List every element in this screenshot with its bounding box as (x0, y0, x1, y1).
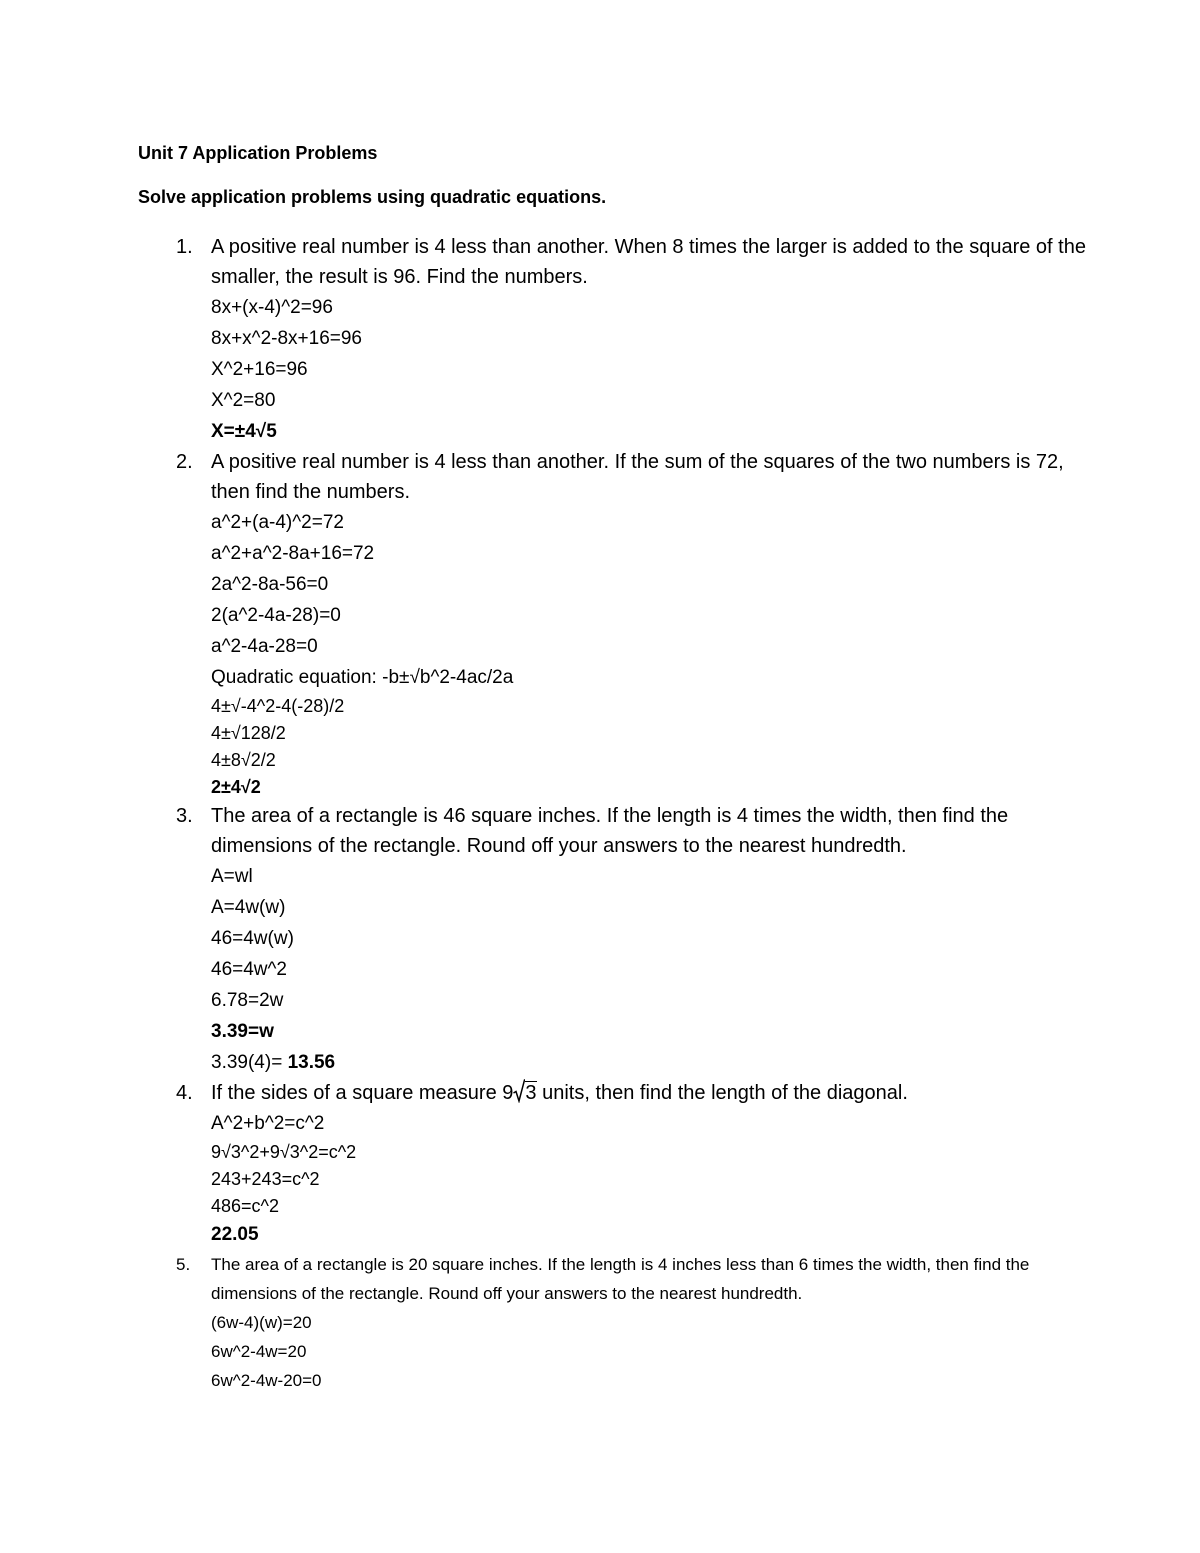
solution-step: 6w^2-4w=20 (211, 1342, 307, 1361)
solution-step: X^2+16=96 (211, 359, 308, 380)
problem-number: 2. (176, 451, 193, 473)
problem-4 (0, 1078, 1200, 1250)
solution-step: 8x+x^2-8x+16=96 (211, 328, 362, 349)
solution-step: (6w-4)(w)=20 (211, 1313, 312, 1332)
final-answer-value: 13.56 (287, 1052, 336, 1073)
solution-step: 46=4w^2 (211, 959, 287, 980)
problem-3 (0, 801, 1200, 1078)
problem-list (0, 232, 1200, 1395)
solution-step: 8x+(x-4)^2=96 (211, 297, 333, 318)
problem-2 (0, 447, 1200, 801)
solution-step: X^2=80 (211, 390, 276, 411)
problem-question: A positive real number is 4 less than another. When 8 times the larger is added to the square of the smaller, the result is 96. Find the numbers. (211, 236, 1086, 288)
solution-answer: 2±4√2 (211, 777, 261, 797)
solution-step: 4±8√2/2 (211, 750, 276, 770)
final-answer-line (211, 1047, 1091, 1078)
solution-step: 6.78=2w (211, 990, 284, 1011)
formula-label: Quadratic equation: (211, 667, 383, 688)
solution-answer: X=±4√5 (211, 421, 277, 442)
solution-step: a^2+(a-4)^2=72 (211, 512, 344, 533)
solution-step: 2a^2-8a-56=0 (211, 574, 329, 595)
solution-step: a^2-4a-28=0 (211, 636, 318, 657)
document-subtitle: Solve application problems using quadratic equations. (138, 187, 607, 207)
problem-body (211, 1250, 1091, 1395)
question-text-after: units, then find the length of the diagonal. (536, 1082, 908, 1104)
problem-question: A positive real number is 4 less than another. If the sum of the squares of the two numbers is 72, then find the numbers. (211, 451, 1064, 503)
problem-body (211, 447, 1091, 801)
question-text-before: If the sides of a square measure 9 (211, 1082, 514, 1104)
radical-sign-icon (513, 1079, 525, 1103)
problem-body (211, 1078, 1091, 1250)
problem-1 (0, 232, 1200, 447)
solution-step: 46=4w(w) (211, 928, 294, 949)
problem-question: The area of a rectangle is 20 square inches. If the length is 4 inches less than 6 times the width, then find the dimensions of the rectangle. Round off your answers to the nearest hundredth. (211, 1255, 1030, 1303)
solution-step: 4±√128/2 (211, 723, 286, 743)
formula-line (211, 662, 1091, 693)
solution-step: A^2+b^2=c^2 (211, 1113, 325, 1134)
solution-step: 2(a^2-4a-28)=0 (211, 605, 341, 626)
formula-text: -b±√b^2-4ac/2a (382, 667, 514, 688)
problem-number: 1. (176, 236, 193, 258)
problem-body (211, 232, 1091, 447)
problem-number: 3. (176, 805, 193, 827)
problem-question: The area of a rectangle is 46 square inches. If the length is 4 times the width, then find the dimensions of the rectangle. Round off your answers to the nearest hundredth. (211, 805, 1009, 857)
problem-question (211, 1078, 1091, 1108)
solution-step: 243+243=c^2 (211, 1169, 320, 1189)
solution-answer: 22.05 (211, 1224, 259, 1245)
solution-step: 6w^2-4w-20=0 (211, 1371, 322, 1390)
problem-body (211, 801, 1091, 1078)
final-answer-prefix: 3.39(4)= (211, 1052, 288, 1073)
solution-step: A=4w(w) (211, 897, 286, 918)
solution-answer: 3.39=w (211, 1021, 274, 1042)
problem-number: 4. (176, 1082, 193, 1104)
solution-step: a^2+a^2-8a+16=72 (211, 543, 375, 564)
question-radicand: 3 (525, 1082, 537, 1104)
problem-number: 5. (176, 1255, 191, 1274)
solution-step: 4±√-4^2-4(-28)/2 (211, 696, 345, 716)
solution-step: 9√3^2+9√3^2=c^2 (211, 1142, 357, 1162)
solution-step: A=wl (211, 866, 253, 887)
document-title: Unit 7 Application Problems (138, 143, 378, 163)
solution-step: 486=c^2 (211, 1196, 280, 1216)
problem-5 (0, 1250, 1200, 1395)
